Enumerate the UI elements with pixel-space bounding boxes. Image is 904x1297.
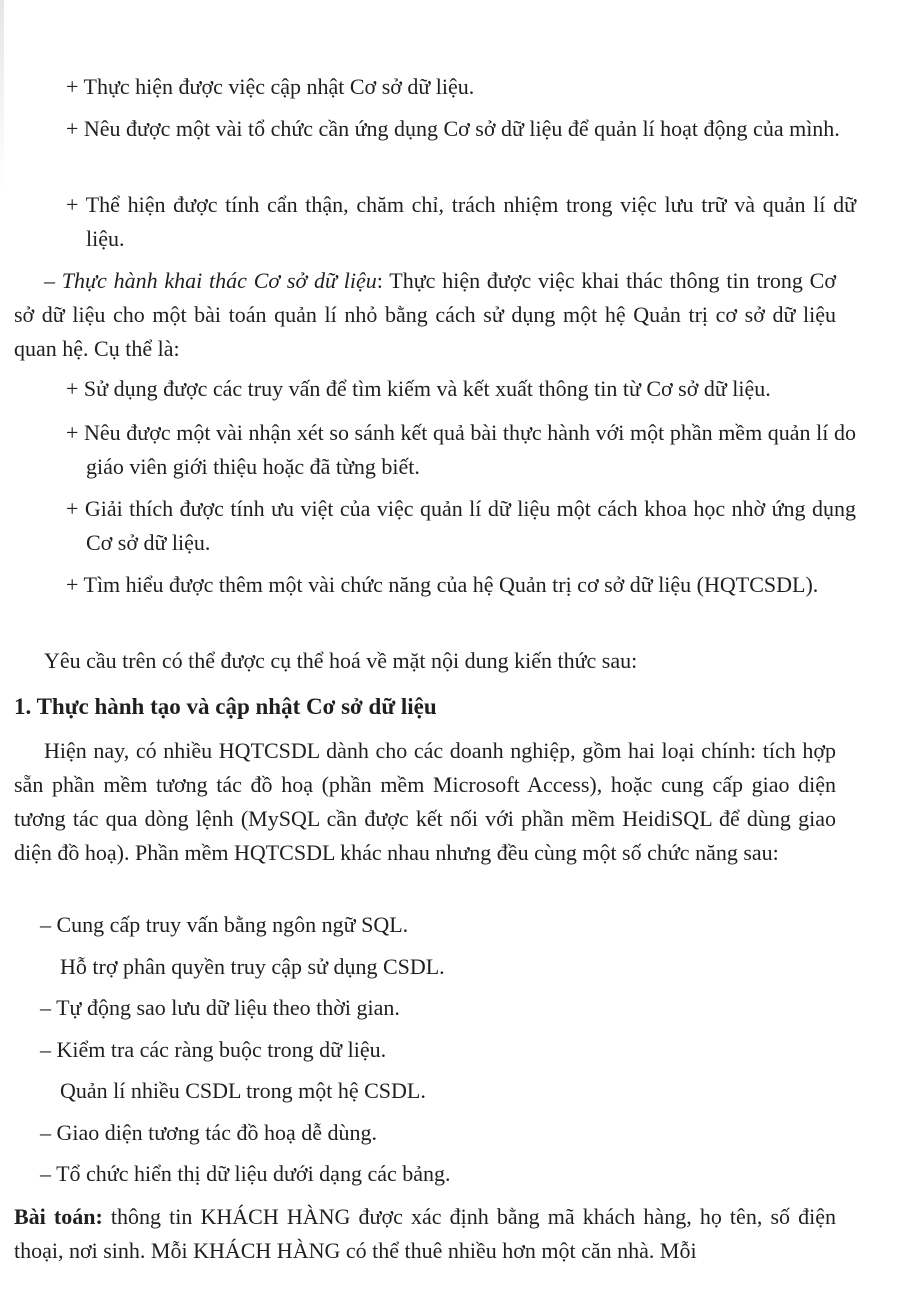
problem-label: Bài toán:: [14, 1204, 103, 1229]
feature-item: – Tổ chức hiển thị dữ liệu dưới dạng các bảng.: [40, 1161, 451, 1186]
practice-intro-text: : Thực hiện được việc khai thác thông tin trong Cơ sở dữ liệu cho một bài toán quản lí nhỏ bằng cách sử dụng một hệ Quản trị cơ sở dữ liệu quan hệ. Cụ thể là:: [14, 268, 836, 361]
practice-intro-dash: –: [44, 268, 62, 293]
feature-item: – Giao diện tương tác đồ hoạ dễ dùng.: [40, 1120, 377, 1145]
practice-intro-paragraph: [14, 264, 836, 366]
page-edge-shadow: [0, 0, 4, 190]
section-heading: 1. Thực hành tạo và cập nhật Cơ sở dữ liệu: [14, 694, 437, 719]
feature-item: Hỗ trợ phân quyền truy cập sử dụng CSDL.: [60, 954, 445, 979]
summary-sentence: Yêu cầu trên có thể được cụ thể hoá về mặt nội dung kiến thức sau:: [44, 648, 638, 673]
section-intro-paragraph: Hiện nay, có nhiều HQTCSDL dành cho các doanh nghiệp, gồm hai loại chính: tích hợp sẵn phần mềm tương tác đồ hoạ (phần mềm Microsoft Access), hoặc cung cấp giao diện tương tác qua dòng lệnh (MySQL cần được kết nối với phần mềm HeidiSQL để dùng giao diện đồ hoạ). Phần mềm HQTCSDL khác nhau nhưng đều cùng một số chức năng sau:: [14, 738, 836, 865]
feature-item: – Kiểm tra các ràng buộc trong dữ liệu.: [40, 1037, 387, 1062]
practice-item: + Nêu được một vài nhận xét so sánh kết quả bài thực hành với một phần mềm quản lí do giáo viên giới thiệu hoặc đã từng biết.: [66, 420, 856, 479]
practice-item: + Giải thích được tính ưu việt của việc quản lí dữ liệu một cách khoa học nhờ ứng dụng Cơ sở dữ liệu.: [66, 496, 856, 555]
practice-item: + Sử dụng được các truy vấn để tìm kiếm và kết xuất thông tin từ Cơ sở dữ liệu.: [66, 376, 771, 401]
objective-update-item: + Nêu được một vài tổ chức cần ứng dụng Cơ sở dữ liệu để quản lí hoạt động của mình.: [66, 116, 840, 141]
feature-item: – Cung cấp truy vấn bằng ngôn ngữ SQL.: [40, 912, 409, 937]
objective-update-item: + Thể hiện được tính cẩn thận, chăm chỉ, trách nhiệm trong việc lưu trữ và quản lí dữ liệu.: [66, 192, 856, 251]
objective-update-item: + Thực hiện được việc cập nhật Cơ sở dữ liệu.: [66, 74, 475, 99]
practice-item: + Tìm hiểu được thêm một vài chức năng của hệ Quản trị cơ sở dữ liệu (HQTCSDL).: [66, 572, 819, 597]
feature-item: Quản lí nhiều CSDL trong một hệ CSDL.: [60, 1078, 426, 1103]
problem-paragraph: [14, 1200, 836, 1268]
practice-intro-title: Thực hành khai thác Cơ sở dữ liệu: [61, 268, 377, 293]
feature-item: – Tự động sao lưu dữ liệu theo thời gian.: [40, 995, 400, 1020]
problem-text: thông tin KHÁCH HÀNG được xác định bằng mã khách hàng, họ tên, số điện thoại, nơi sinh. Mỗi KHÁCH HÀNG có thể thuê nhiều hơn một căn nhà. Mỗi: [14, 1204, 836, 1263]
